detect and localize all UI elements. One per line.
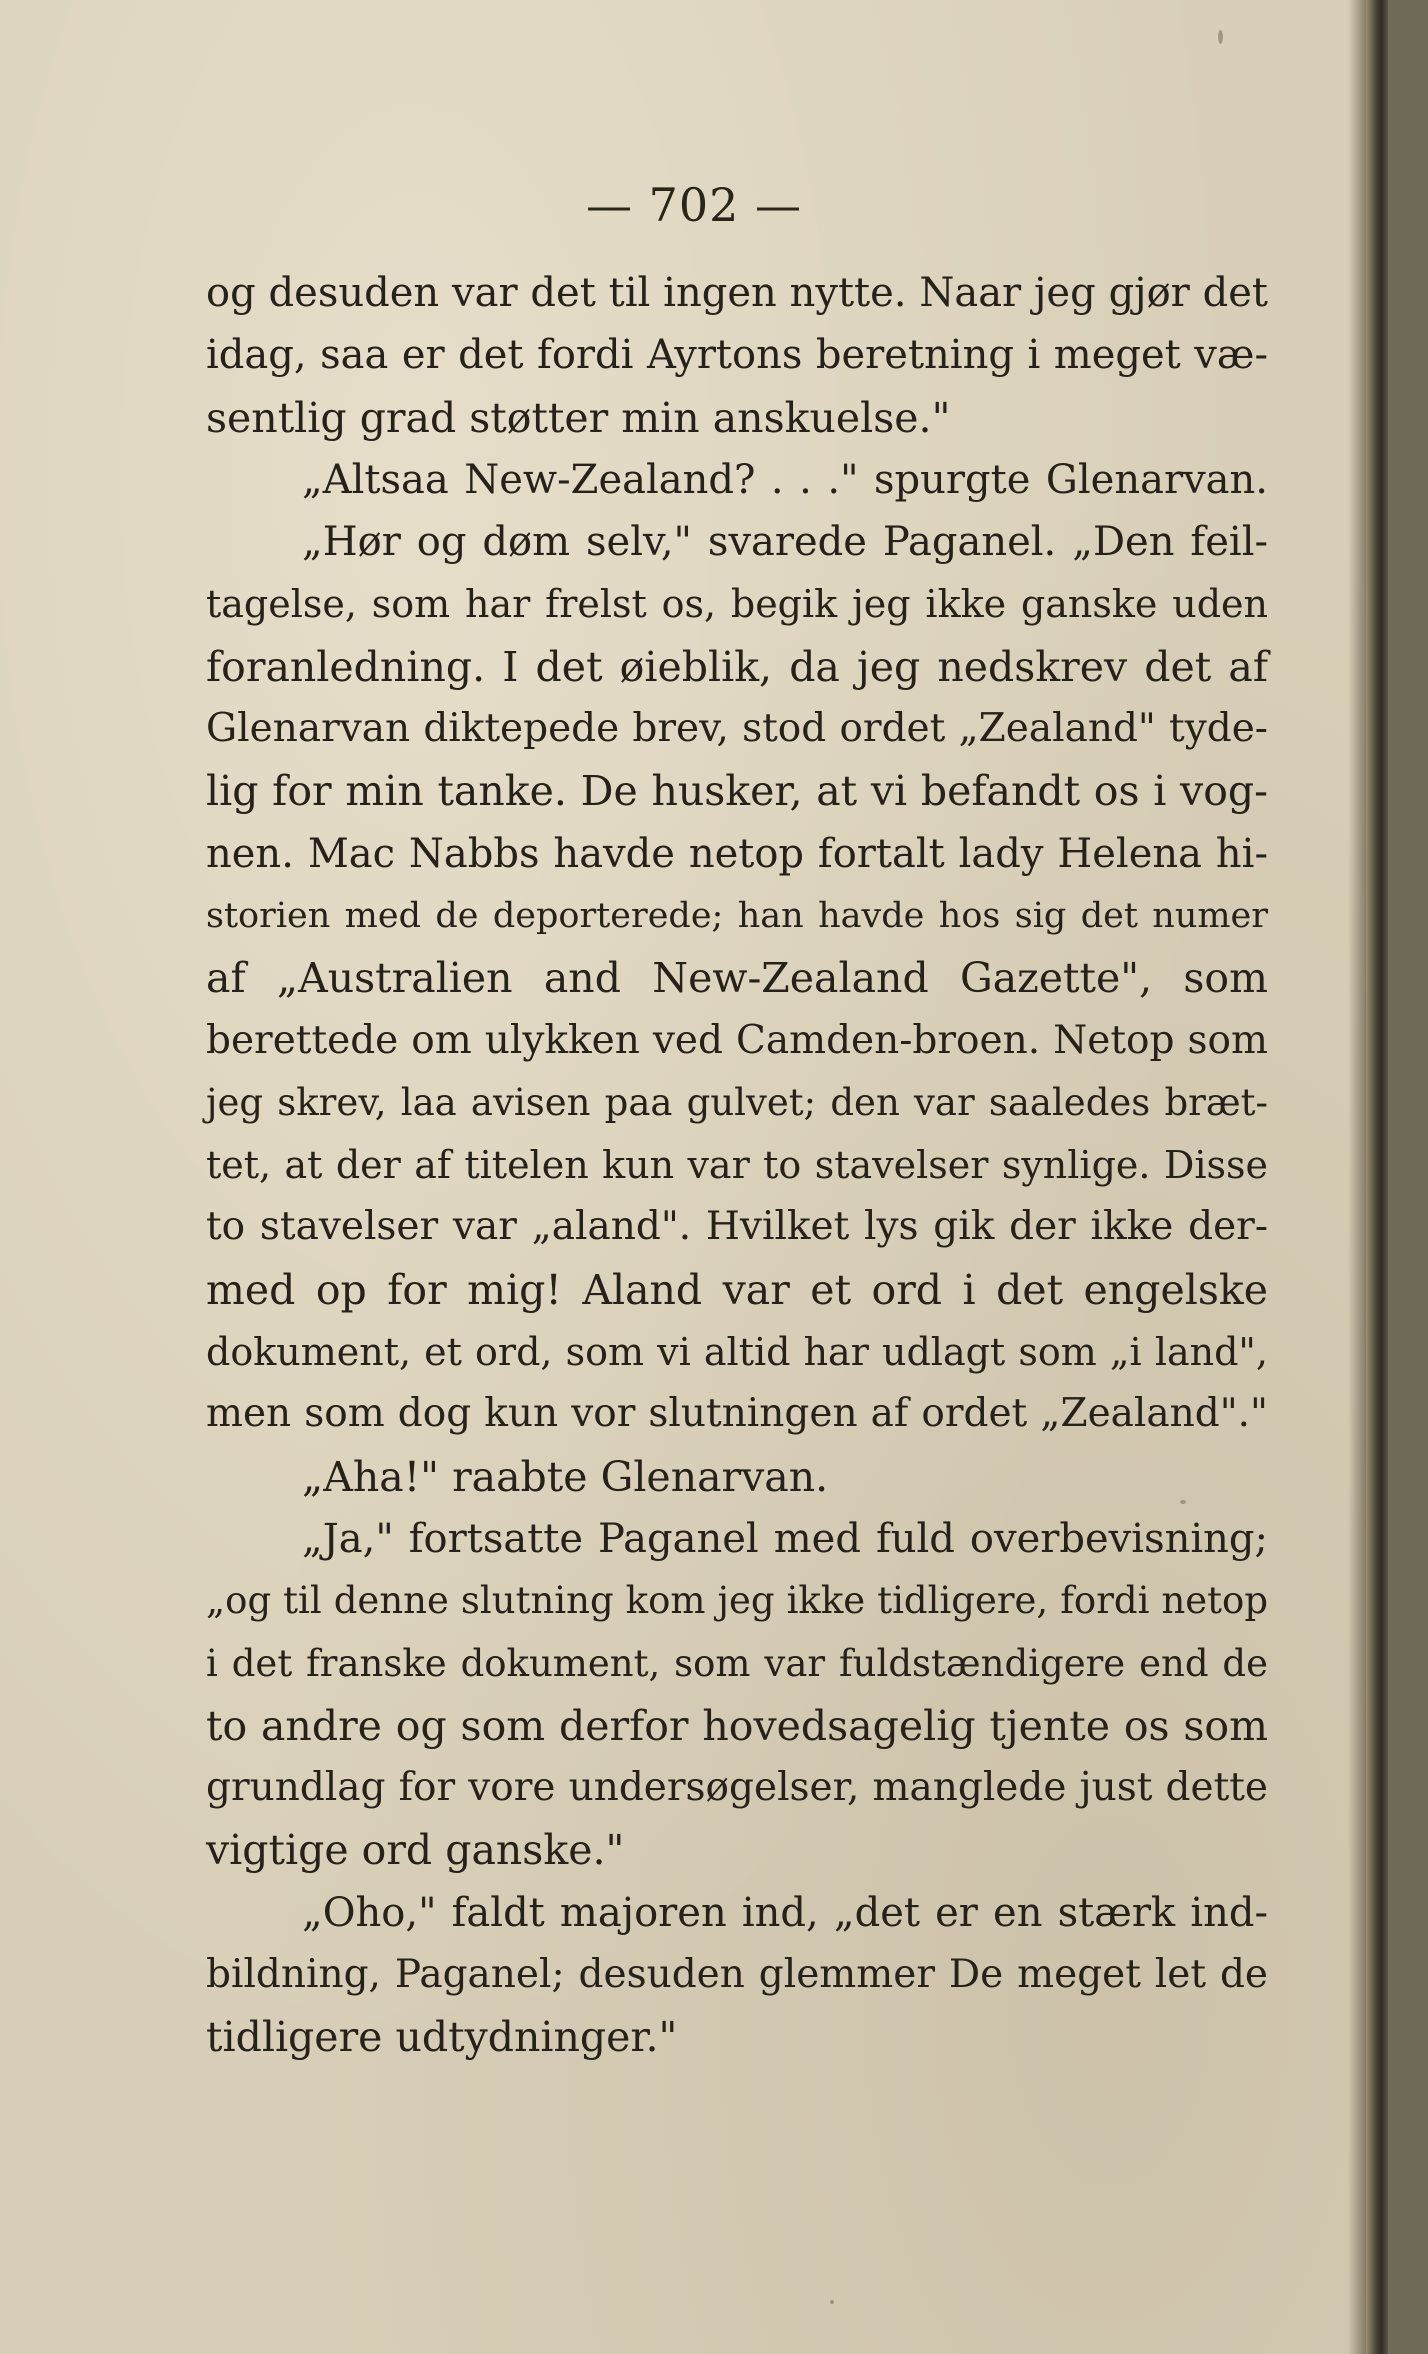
text-line: tidligere udtydninger.": [206, 2013, 678, 2062]
page-gutter-shadow: [1348, 0, 1366, 2354]
text-line: „Altsaa New-Zealand? . . ." spurgte Glenarvan.: [302, 456, 1268, 503]
text-line: og desuden var det til ingen nytte. Naar jeg gjør det: [206, 270, 1268, 316]
text-line: nen. Mac Nabbs havde netop fortalt lady Helena hi-: [206, 830, 1268, 877]
text-line: i det franske dokument, som var fuldstændigere end de: [206, 1641, 1268, 1685]
text-line: „Oho," faldt majoren ind, „det er en stærk ind-: [302, 1889, 1268, 1936]
text-line: „Ja," fortsatte Paganel med fuld overbevisning;: [302, 1515, 1268, 1562]
text-line: Glenarvan diktерede brev, stod ordet „Zealand" tyde-: [206, 706, 1268, 752]
text-line: to andre og som derfor hovedsagelig tjente os som: [206, 1701, 1268, 1750]
text-line: med op for mig! Aland var et ord i det engelske: [206, 1265, 1268, 1314]
text-line: „Aha!" raabte Glenarvan.: [302, 1452, 829, 1501]
text-line: bildning, Paganel; desuden glemmer De meget let de: [206, 1952, 1268, 1998]
body-text: [206, 262, 1268, 2069]
text-line: dokument, et ord, som vi altid har udlagt som „i land",: [206, 1330, 1268, 1375]
text-line: to stavelser var „aland". Hvilket lys gik der ikke der-: [206, 1204, 1268, 1250]
text-line: „Hør og døm selv," svarede Paganel. „Den feil-: [302, 519, 1268, 566]
text-line: grundlag for vore undersøgelser, manglede just dette: [206, 1765, 1268, 1811]
text-line: tagelse, som har frelst os, begik jeg ikke ganske uden: [206, 582, 1268, 627]
text-line: men som dog kun vor slutningen af ordet „Zealand".": [206, 1391, 1268, 1437]
text-line: berettede om ulykken ved Camden-broen. Netop som: [206, 1017, 1268, 1063]
text-line: storien med de deporterede; han havde hos sig det numer: [206, 895, 1268, 936]
text-line: lig for min tanke. De husker, at vi befandt os i vog-: [206, 767, 1268, 816]
text-line: foranledning. I det øieblik, da jeg nedskrev det af: [206, 642, 1268, 691]
page-number: — 702 —: [585, 178, 803, 232]
text-line: tet, at der af titelen kun var to stavelser synlige. Disse: [206, 1143, 1268, 1188]
text-line: „og til denne slutning kom jeg ikke tidligere, fordi netop: [206, 1579, 1268, 1623]
text-line: vigtige ord ganske.": [206, 1826, 625, 1875]
text-line: sentlig grad støtter min anskuelse.": [206, 393, 951, 442]
paper-speck: [1180, 1500, 1186, 1504]
book-spine-edge: [1366, 0, 1388, 2354]
paper-speck: [830, 2300, 834, 2304]
text-line: idag, saa er det fordi Ayrtons beretning i meget væ-: [206, 332, 1268, 379]
paper-speck: [1218, 30, 1223, 44]
text-line: af „Australien and New-Zealand Gazette", som: [206, 954, 1268, 1003]
text-line: jeg skrev, laa avisen paa gulvet; den var saaledes bræt-: [206, 1080, 1268, 1124]
